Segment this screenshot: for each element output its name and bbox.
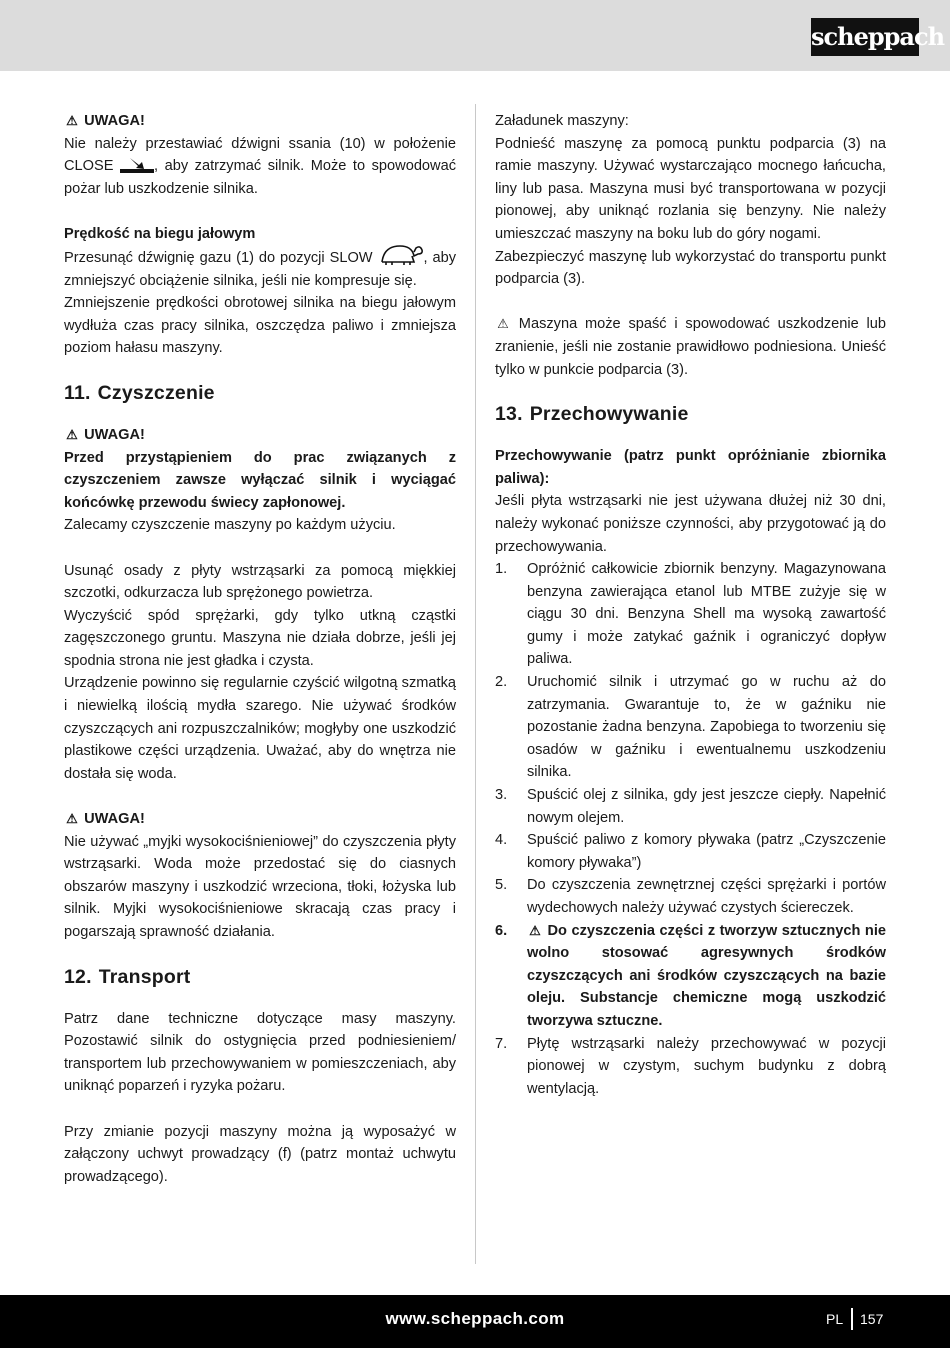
warning-bold-text: Przed przystąpieniem do prac związanych z czyszczeniem zawsze wyłączać silnik i wyciągać końcówkę przewodu świecy zapłonowej. [64,449,456,511]
footer-language: PL [826,1311,844,1327]
loading-paragraph: Podnieść maszynę za pomocą punktu podparcia (3) na ramie maszyny. Używać wystarczająco mocnego łańcucha, liny lub pasa. Maszyna musi być transportowana w pozycji pionowej, aby uniknąć rozlania się benzyny. Nie należy umieszczać maszyny na boku lub do góry nogami. [495,135,886,242]
loading-paragraph: Zabezpieczyć maszynę lub wykorzystać do transportu punkt podparcia (3). [495,248,886,288]
list-item [495,829,886,874]
footer-page-number: 157 [860,1311,884,1327]
section-title: Czyszczenie [97,381,215,404]
list-item [495,874,886,919]
warning-triangle-icon: ⚠ [66,113,78,128]
footer-separator [851,1308,853,1330]
list-item [495,671,886,784]
storage-intro: Jeśli płyta wstrząsarki nie jest używana dłużej niż 30 dni, należy wykonać poniższe czynności, aby przygotować ją do przechowywania. [495,493,886,555]
warning-text-part: Nie należy przestawiać dźwigni ssania (10) w położenie CLOSE [64,135,456,175]
warning-title: UWAGA! [84,811,145,828]
warning-triangle-icon: ⚠ [529,922,541,938]
section-title: Transport [98,965,191,988]
list-item [495,920,886,1033]
step-number: 1. [495,561,508,578]
storage-steps-list [495,558,886,1100]
warning-triangle-icon: ⚠ [66,426,78,442]
warning-title: UWAGA! [84,113,145,129]
transport-paragraph: Przy zmianie pozycji maszyny można ją wyposażyć w załączony uchwyt prowadzący (f) (patrz montaż uchwytu prowadzącego). [64,1123,456,1185]
section-heading-storage [495,401,886,427]
storage-heading: Przechowywanie (patrz punkt opróżnianie zbiornika paliwa): [495,448,886,487]
step-number: 4. [495,832,508,849]
step-text: Uruchomić silnik i utrzymać go w ruchu aż do zatrzymania. Gwarantuje to, że w gaźniku nie pozostanie żadna benzyna. Zapobiega to tworzeniu się osadów w gaźniku i ewentualnemu uszkodzeniu silnika. [527,674,886,781]
step-number: 6. [495,922,508,939]
step-text: Opróżnić całkowicie zbiornik benzyny. Magazynowana benzyna zawierająca etanol lub MTBE zużyje się w ciągu 30 dni. Benzyna Shell ma wysoką zawartość gumy i może zatykać gaźnik i ograniczyć dopływ paliwa. [527,561,886,668]
step-text: Płytę wstrząsarki należy przechowywać w pozycji pionowej w czystym, suchym budynku z dobrą wentylacją. [527,1035,886,1097]
idle-speed-paragraph [64,246,456,293]
section-title: Przechowywanie [529,403,689,426]
warning-heading [64,808,456,831]
transport-paragraph: Patrz dane techniczne dotyczące masy maszyny. Pozostawić silnik do ostygnięcia przed podniesieniem/ transportem lub przechowywaniem w pomieszczeniach, aby uniknąć poparzeń i ryzyka pożaru. [64,1010,456,1095]
step-text: Spuścić paliwo z komory pływaka (patrz „Czyszczenie komory pływaka”) [527,832,886,871]
left-column [64,110,456,1188]
cleaning-paragraph: Usunąć osady z płyty wstrząsarki za pomocą miękkiej szczotki, odkurzacza lub sprężonego powietrza. [64,562,456,602]
section-number: 11. [64,381,91,404]
step-number: 7. [495,1035,508,1052]
list-item [495,558,886,671]
footer-website-link[interactable]: www.scheppach.com [385,1309,565,1328]
slow-turtle-icon [378,242,424,266]
loading-warning [495,313,886,381]
loading-title: Załadunek maszyny: [495,113,629,129]
section-heading-cleaning [64,380,456,406]
brand-logo: scheppach [811,18,919,56]
step-number: 5. [495,877,508,894]
column-divider [475,104,476,1264]
section-number: 12. [64,965,92,988]
step-number: 2. [495,674,508,691]
recommendation-text: Zalecamy czyszczenie maszyny po każdym użyciu. [64,517,396,534]
warning-title: UWAGA! [84,426,145,443]
section-number: 13. [495,403,523,426]
footer-bar [0,1295,950,1348]
cleaning-paragraph: Urządzenie powinno się regularnie czyścić wilgotną szmatką i niewielką ilością mydła szarego. Nie używać środków czyszczących ani rozpuszczalników; mogłyby one uszkodzić plastikowe części urządzenia. Uważać, aby do wnętrza nie dostała się woda. [64,675,456,782]
idle-text-part: , aby zmniejszyć obciążenie silnika, jeśli nie kompresuje się. [64,249,457,289]
right-column [495,110,886,1100]
header-band [0,0,950,71]
step-text: Spuścić olej z silnika, gdy jest jeszcze ciepły. Napełnić nowym olejem. [527,787,886,826]
step-text: Do czyszczenia zewnętrznej części sprężarki i portów wydechowych należy używać czystych ściereczek. [527,877,886,916]
warning-triangle-icon: ⚠ [66,811,78,827]
choke-close-icon [120,154,154,174]
warning-triangle-icon: ⚠ [497,316,509,332]
warning-text-part: , aby zatrzymać silnik. Może to spowodować pożar lub uszkodzenie silnika. [64,158,457,197]
step-number: 3. [495,787,508,804]
warning-heading [64,424,456,447]
idle-text-part: Przesunąć dźwignię gazu (1) do pozycji SLOW [64,249,378,266]
section-heading-transport [64,964,456,990]
pressure-washer-warning: Nie używać „myjki wysokociśnieniowej” do czyszczenia płyty wstrząsarki. Woda może przedostać się do ciasnych obszarów maszyny i uszkodzić wrzeciona, tłoki, łożyska lub silnik. Myjki wysokociśnieniowe skracają czas pracy i pogarszają sprawność działania. [64,833,456,940]
list-item [495,784,886,829]
cleaning-paragraph: Wyczyścić spód sprężarki, gdy tylko utkną cząstki zagęszczonego gruntu. Maszyna nie działa dobrze, jeśli jej spodnia strona nie jest gładka i czysta. [64,607,456,669]
warning-paragraph [64,133,456,201]
idle-speed-note: Zmniejszenie prędkości obrotowej silnika na biegu jałowym wydłuża czas pracy silnika, oszczędza paliwo i zmniejsza poziom hałasu maszyny. [64,295,456,357]
warning-heading [64,110,456,133]
idle-speed-heading: Prędkość na biegu jałowym [64,225,256,242]
list-item [495,1033,886,1101]
loading-warning-text: Maszyna może spaść i spowodować uszkodzenie lub zranienie, jeśli nie zostanie prawidłowo podniesiona. Unieść tylko w punkcie podparcia (3). [495,316,886,378]
step-text: Do czyszczenia części z tworzyw sztucznych nie wolno stosować agresywnych środków czyszczących ani środków czyszczących na bazie oleju. Substancje chemiczne mogą uszkodzić tworzywa sztuczne. [527,922,886,1029]
